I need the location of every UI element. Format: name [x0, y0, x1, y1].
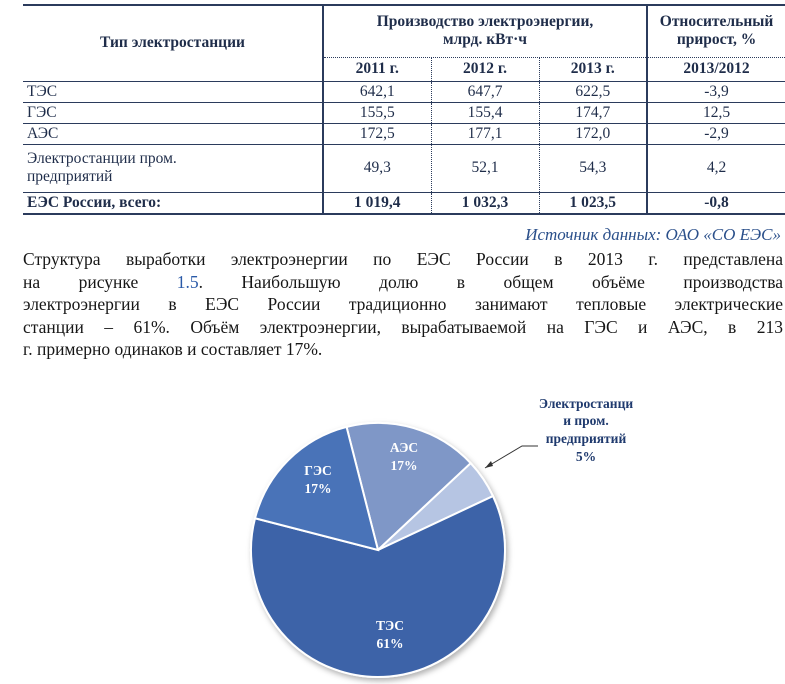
row-type: АЭС [23, 123, 323, 144]
para-line-2 [23, 271, 783, 294]
cell-2013: 622,5 [539, 81, 647, 102]
header-production [323, 5, 647, 57]
para-line-2-end: . Наибольшую долю в общем объёме производства [198, 271, 783, 292]
row-type-line1: Электростанции пром. [27, 150, 177, 167]
cell-2013: 54,3 [539, 144, 647, 192]
cell-2011: 642,1 [323, 81, 431, 102]
cell-growth: -3,9 [647, 81, 785, 102]
table-row [23, 102, 785, 123]
para-line-1: Структура выработки электроэнергии по ЕЭС России в 2013 г. представлена [23, 249, 783, 269]
row-type: ГЭС [23, 102, 323, 123]
header-production-unit: млрд. кВт·ч [442, 31, 528, 49]
slice-label-ges-name: ГЭС [304, 463, 332, 478]
slice-label-tes-value: 61% [376, 636, 404, 651]
header-growth-period: 2013/2012 [647, 57, 785, 81]
callout-line [485, 446, 538, 468]
slice-label-prom-name-3: предприятий [545, 431, 627, 446]
source-note: Источник данных: ОАО «СО ЕЭС» [525, 225, 781, 244]
table-total-row [23, 192, 785, 214]
total-2013: 1 023,5 [539, 192, 647, 214]
para-line-5: г. примерно одинаков и составляет 17%. [23, 339, 323, 359]
header-growth-unit: прирост, % [676, 31, 757, 49]
para-line-4: станции – 61%. Объём электроэнергии, вырабатываемой на ГЭС и АЭС, в 213 [23, 316, 783, 337]
header-year-2012: 2012 г. [431, 57, 539, 81]
cell-2011: 172,5 [323, 123, 431, 144]
slice-label-aes-name: АЭС [389, 440, 419, 455]
callout-arrow-icon [485, 461, 493, 468]
slice-label-prom-value: 5% [575, 449, 597, 464]
cell-2011: 49,3 [323, 144, 431, 192]
header-year-2011: 2011 г. [323, 57, 431, 81]
row-type: ТЭС [23, 81, 323, 102]
body-paragraph [23, 248, 783, 361]
total-type: ЕЭС России, всего: [27, 193, 162, 211]
para-line-3: электроэнергии в ЕЭС России традиционно занимают тепловые электрические [23, 294, 783, 314]
table-row [23, 123, 785, 144]
pie-chart [0, 388, 785, 684]
cell-growth: -2,9 [647, 123, 785, 144]
cell-growth: 4,2 [647, 144, 785, 192]
cell-growth: 12,5 [647, 102, 785, 123]
total-2011: 1 019,4 [323, 192, 431, 214]
header-production-title: Производство электроэнергии, [376, 13, 594, 31]
slice-label-aes-value: 17% [390, 458, 418, 473]
total-growth: -0,8 [647, 192, 785, 214]
figure-reference-link[interactable]: 1.5 [176, 271, 199, 292]
header-year-2013: 2013 г. [539, 57, 647, 81]
para-line-2-start: на рисунке [23, 271, 177, 292]
row-type-line2: предприятий [27, 168, 113, 185]
header-growth [647, 5, 785, 57]
table-row [23, 81, 785, 102]
cell-2011: 155,5 [323, 102, 431, 123]
cell-2012: 52,1 [431, 144, 539, 192]
total-2012: 1 032,3 [431, 192, 539, 214]
cell-2012: 647,7 [431, 81, 539, 102]
header-type: Тип электростанции [23, 5, 323, 81]
slice-label-prom-name-1: Электростанци [538, 396, 634, 411]
cell-2013: 172,0 [539, 123, 647, 144]
slice-label-tes-name: ТЭС [376, 618, 404, 633]
row-type [23, 144, 323, 192]
cell-2012: 155,4 [431, 102, 539, 123]
cell-2013: 174,7 [539, 102, 647, 123]
slice-label-ges-value: 17% [304, 481, 332, 496]
production-table [23, 4, 785, 215]
header-growth-title: Относительный [659, 13, 774, 31]
slice-label-prom-name-2: и пром. [563, 413, 609, 428]
cell-2012: 177,1 [431, 123, 539, 144]
table-row [23, 144, 785, 192]
